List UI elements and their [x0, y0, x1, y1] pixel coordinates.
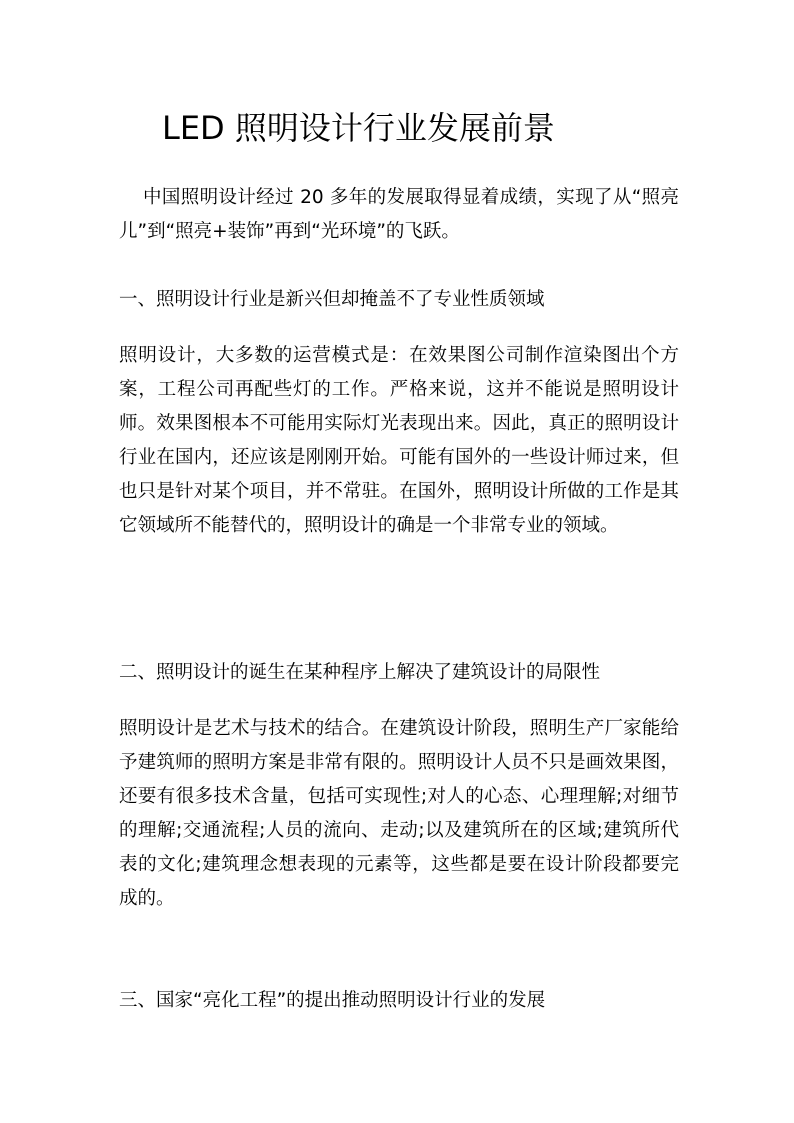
- section-heading-2: 二、照明设计的诞生在某种程序上解决了建筑设计的局限性: [119, 662, 601, 683]
- document-title: LED 照明设计行业发展前景: [162, 109, 555, 147]
- section-body-2: 照明设计是艺术与技术的结合。在建筑设计阶段，照明生产厂家能给予建筑师的照明方案是非常有限的。照明设计人员不只是画效果图，还要有很多技术含量，包括可实现性;对人的心态、心理理解;对细节的理解;交通流程;人员的流向、走动;以及建筑所在的区域;建筑所代表的文化;建筑理念想表现的元素等，这些都是要在设计阶段都要完成的。: [119, 718, 679, 909]
- section-heading-1: 一、照明设计行业是新兴但却掩盖不了专业性质领域: [119, 289, 545, 310]
- intro-paragraph: 中国照明设计经过 20 多年的发展取得显着成绩，实现了从“照亮儿”到“照亮+装饰”再到“光环境”的飞跃。: [119, 187, 679, 242]
- section-body-1: 照明设计，大多数的运营模式是：在效果图公司制作渲染图出个方案，工程公司再配些灯的工作。严格来说，这并不能说是照明设计师。效果图根本不可能用实际灯光表现出来。因此，真正的照明设计行业在国内，还应该是刚刚开始。可能有国外的一些设计师过来，但也只是针对某个项目，并不常驻。在国外，照明设计所做的工作是其它领域所不能替代的，照明设计的确是一个非常专业的领域。: [119, 345, 679, 536]
- section-heading-3: 三、国家“亮化工程”的提出推动照明设计行业的发展: [119, 990, 546, 1011]
